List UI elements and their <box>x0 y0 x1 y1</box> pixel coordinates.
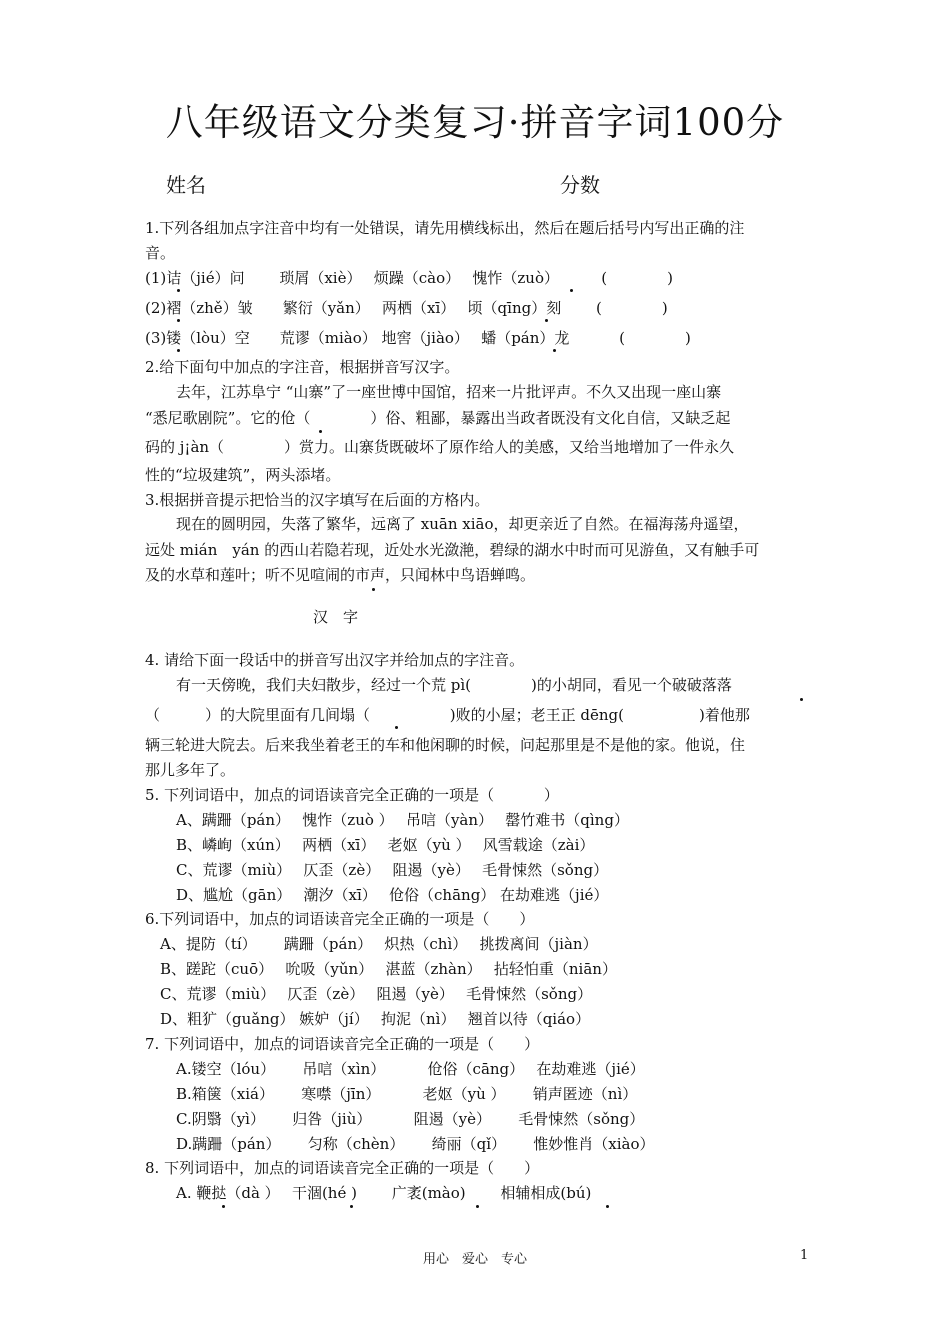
emphasis-dot <box>372 588 375 591</box>
q2-prompt: 2.给下面句中加点的字注音，根据拼音写汉字。 <box>145 358 460 376</box>
q1-text-cont: 音。 <box>145 244 176 262</box>
q4-prompt: 4. 请给下面一段话中的拼音写出汉字并给加点的字注音。 <box>145 651 525 669</box>
emphasis-dot <box>177 319 180 322</box>
emphasis-dot <box>476 1205 479 1208</box>
emphasis-dot <box>800 698 803 701</box>
document-title: 八年级语文分类复习·拼音字词100分 <box>165 101 785 144</box>
q1-item-1: (1)诘（jié）问 琐屑（xiè） 烦躁（cào） 愧怍（zuò） ( ) <box>145 269 673 287</box>
q1-item-3: (3)镂（lòu）空 荒谬（miào） 地窖（jiào） 蟠（pán）龙 ( ) <box>145 329 691 347</box>
q6-option-b: B、蹉跎（cuō） 吮吸（yǔn） 湛蓝（zhàn） 拈轻怕重（niān） <box>160 960 617 978</box>
name-label: 姓名 <box>166 173 206 197</box>
q3-paragraph-line: 远处 mián yán 的西山若隐若现，近处水光潋滟，碧绿的湖水中时而可见游鱼，又有触手可 <box>145 541 760 559</box>
score-label: 分数 <box>560 173 600 197</box>
q7-option-a: A.镂空（lóu） 吊唁（xìn） 伧俗（cāng） 在劫难逃（jié） <box>176 1060 645 1078</box>
q6-option-a: A、提防（tí） 蹒跚（pán） 炽热（chì） 挑拨离间（jiàn） <box>160 935 598 953</box>
q5-option-a: A、蹒跚（pán） 愧怍（zuò ） 吊唁（yàn） 罄竹难书（qìng） <box>176 811 629 829</box>
q3-paragraph-line: 及的水草和莲叶；听不见喧闹的市声，只闻林中鸟语蝉鸣。 <box>145 566 536 584</box>
q8-option-a: A. 鞭挞（dà ） 干涸(hé ) 广袤(mào) 相辅相成(bú) <box>176 1184 592 1202</box>
q7-option-d: D.蹒跚（pán） 匀称（chèn） 绮丽（qǐ） 惟妙惟肖（xiào） <box>176 1135 655 1153</box>
q7-prompt: 7. 下列词语中，加点的词语读音完全正确的一项是（ ） <box>145 1035 540 1053</box>
q8-prompt: 8. 下列词语中，加点的词语读音完全正确的一项是（ ） <box>145 1159 540 1177</box>
emphasis-dot <box>553 349 556 352</box>
q4-paragraph-line: 那儿多年了。 <box>145 761 236 779</box>
emphasis-dot <box>222 1205 225 1208</box>
q2-paragraph-line: 码的 j¡àn（ ）赏力。山寨货既破坏了原作给人的美感，又给当地增加了一件永久 <box>145 438 735 456</box>
q6-prompt: 6.下列词语中，加点的词语读音完全正确的一项是（ ） <box>145 910 535 928</box>
emphasis-dot <box>570 289 573 292</box>
q4-paragraph-line: 辆三轮进大院去。后来我坐着老王的车和他闲聊的时候，问起那里是不是他的家。他说，住 <box>145 736 746 754</box>
q1-text: 1.下列各组加点字注音中均有一处错误，请先用横线标出，然后在题后括号内写出正确的注 <box>145 219 745 237</box>
q7-option-c: C.阴翳（yì） 归咎（jiù） 阻遏（yè） 毛骨悚然（sǒng） <box>176 1110 645 1128</box>
q1-item-2: (2)褶（zhě）皱 繁衍（yǎn） 两栖（xī） 顷（qīng）刻 ( ) <box>145 299 668 317</box>
emphasis-dot <box>350 1205 353 1208</box>
q4-paragraph-line: （ ）的大院里面有几间塌（ )败的小屋；老王正 dēng( )着他那 <box>145 706 750 724</box>
q3-prompt: 3.根据拼音提示把恰当的汉字填写在后面的方格内。 <box>145 491 490 509</box>
q5-option-d: D、尴尬（gān） 潮汐（xī） 伧俗（chāng） 在劫难逃（jié） <box>176 886 609 904</box>
page-footer: 用心 爱心 专心 <box>422 1252 527 1267</box>
q2-paragraph-line: 性的“垃圾建筑”，两头添堵。 <box>145 466 341 484</box>
emphasis-dot <box>606 1205 609 1208</box>
q6-option-c: C、荒谬（miù） 仄歪（zè） 阻遏（yè） 毛骨悚然（sǒng） <box>160 985 593 1003</box>
q2-paragraph-line: 去年，江苏阜宁 “山寨”了一座世博中国馆，招来一片批评声。不久又出现一座山寨 <box>176 383 722 401</box>
q4-paragraph-line: 有一天傍晚，我们夫妇散步，经过一个荒 pì( )的小胡同，看见一个破破落落 <box>176 676 732 694</box>
emphasis-dot <box>177 289 180 292</box>
emphasis-dot <box>177 349 180 352</box>
emphasis-dot <box>395 726 398 729</box>
q3-paragraph-line: 现在的圆明园，失落了繁华，远离了 xuān xiāo，却更亲近了自然。在福海荡舟遥望， <box>176 515 749 533</box>
q2-paragraph-line: “悉尼歌剧院”。它的伧（ ）俗、粗鄙，暴露出当政者既没有文化自信，又缺乏起 <box>145 409 731 427</box>
q3-answer-label: 汉 字 <box>313 608 359 626</box>
emphasis-dot <box>319 430 322 433</box>
emphasis-dot <box>545 319 548 322</box>
q5-option-b: B、嶙峋（xún） 两栖（xī） 老妪（yù ） 风雪载途（zài） <box>176 836 595 854</box>
page-number: 1 <box>800 1248 809 1263</box>
q5-option-c: C、荒谬（miù） 仄歪（zè） 阻遏（yè） 毛骨悚然（sǒng） <box>176 861 609 879</box>
q7-option-b: B.箱箧（xiá） 寒噤（jīn） 老妪（yù ） 销声匿迹（nì） <box>176 1085 638 1103</box>
q5-prompt: 5. 下列词语中，加点的词语读音完全正确的一项是（ ） <box>145 786 559 804</box>
q6-option-d: D、粗犷（guǎng） 嫉妒（jí） 拘泥（nì） 翘首以待（qiáo） <box>160 1010 591 1028</box>
